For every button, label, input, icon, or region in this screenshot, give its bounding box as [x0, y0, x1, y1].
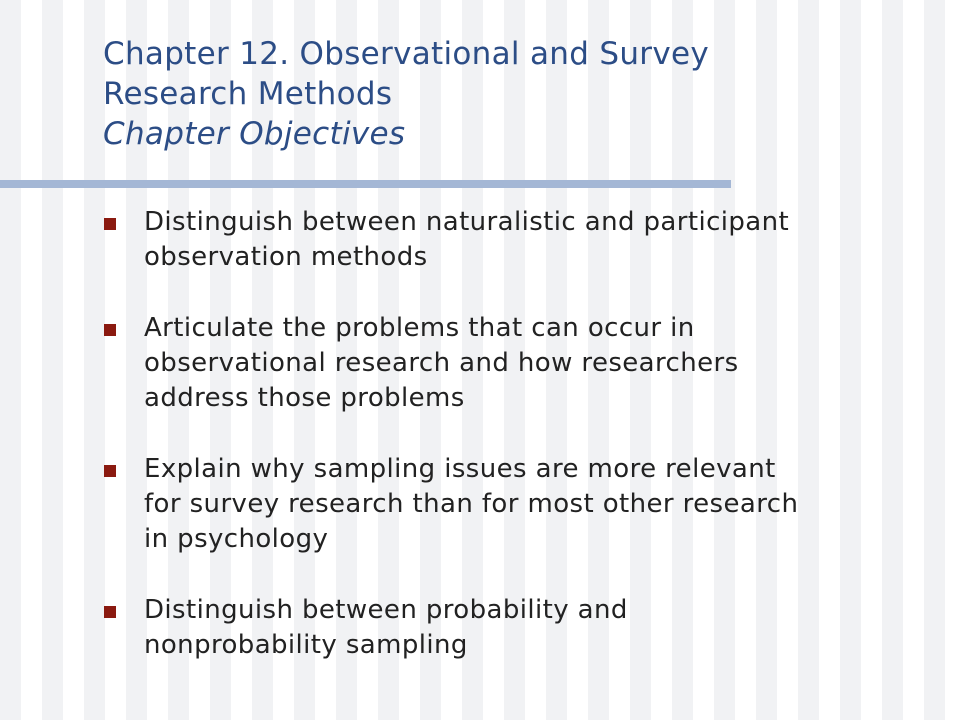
title-line-2: Research Methods [103, 76, 393, 112]
square-bullet-icon [104, 324, 116, 336]
objective-item [104, 452, 944, 557]
square-bullet-icon [104, 465, 116, 477]
objective-item [104, 593, 944, 663]
objective-text: Distinguish between probability and nonprobability sampling [144, 595, 628, 660]
objective-text: Distinguish between naturalistic and participant observation methods [144, 207, 790, 272]
objective-item [104, 311, 944, 416]
slide-title [103, 34, 923, 154]
objective-item [104, 205, 944, 275]
title-divider [0, 180, 731, 188]
slide-subtitle: Chapter Objectives [103, 116, 406, 152]
square-bullet-icon [104, 218, 116, 230]
objectives-list [104, 205, 944, 699]
square-bullet-icon [104, 606, 116, 618]
title-line-1: Chapter 12. Observational and Survey [103, 36, 709, 72]
objective-text: Explain why sampling issues are more relevant for survey research than for most other research in psychology [144, 454, 799, 554]
objective-text: Articulate the problems that can occur in observational research and how researchers address those problems [144, 313, 739, 413]
